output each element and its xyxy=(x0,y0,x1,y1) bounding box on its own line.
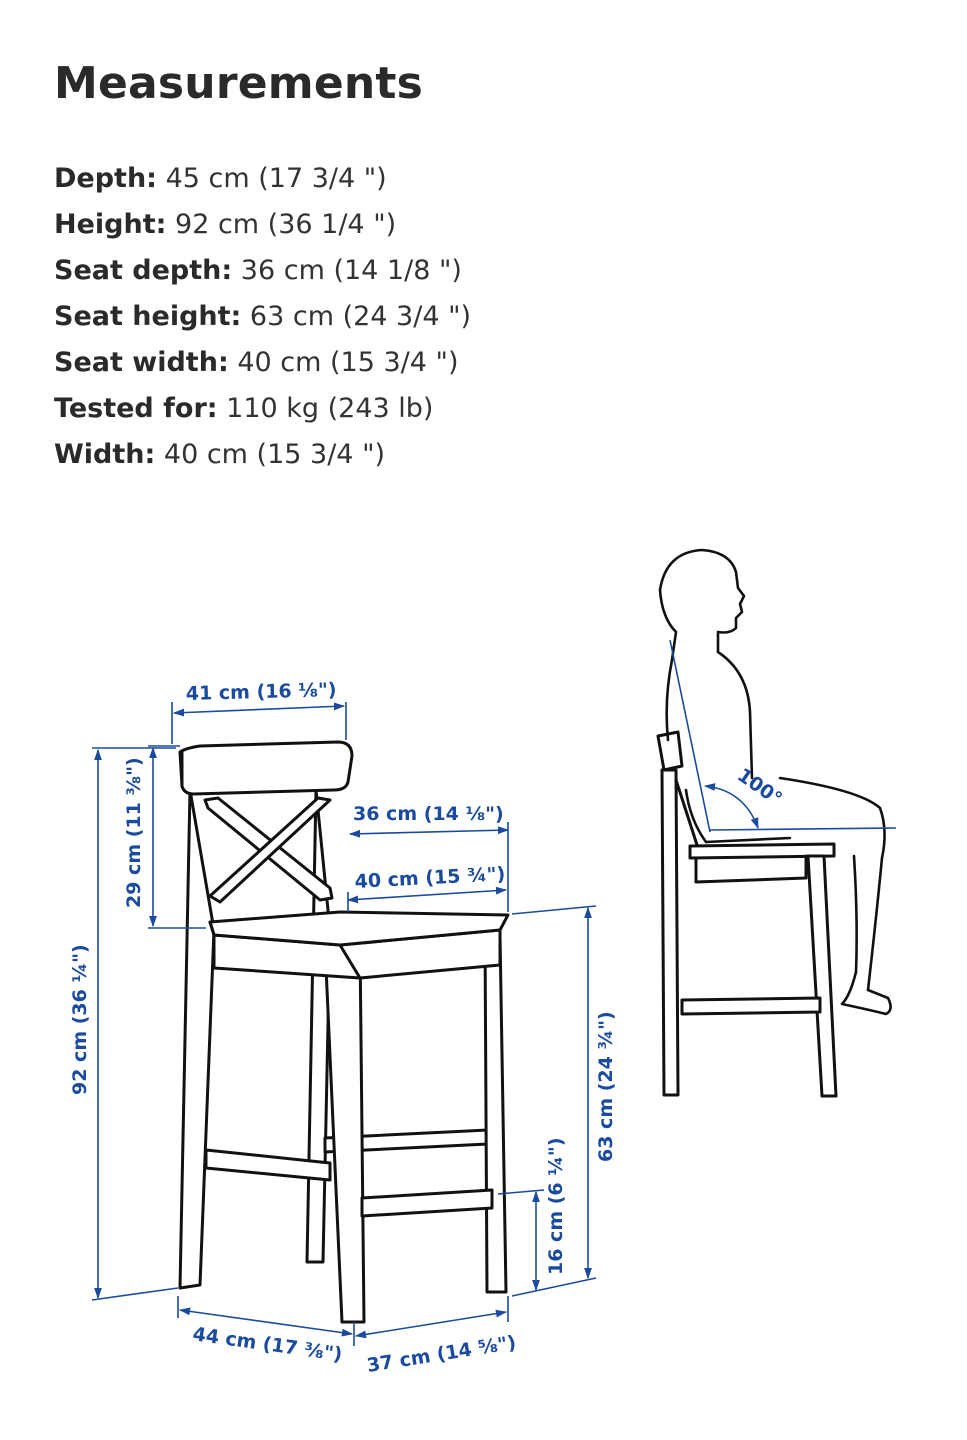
spec-label: Seat depth: xyxy=(54,255,233,286)
spec-row-tested-for xyxy=(54,386,471,432)
spec-value: 40 cm (15 3/4 ") xyxy=(237,347,459,378)
dim-label-seat-height: 63 cm (24 ¾") xyxy=(595,1011,617,1162)
dim-label-backrest-width: 41 cm (16 ⅛") xyxy=(185,679,337,705)
spec-value: 92 cm (36 1/4 ") xyxy=(175,209,397,240)
spec-label: Height: xyxy=(54,209,167,240)
dim-label-base-depth: 44 cm (17 ⅜") xyxy=(191,1323,344,1366)
spec-label: Tested for: xyxy=(54,393,218,424)
spec-label: Seat width: xyxy=(54,347,229,378)
spec-label: Depth: xyxy=(54,163,157,194)
spec-row-seat-height xyxy=(54,294,471,340)
stool-drawing xyxy=(180,742,508,1322)
dim-label-seat-depth: 36 cm (14 ⅛") xyxy=(353,803,504,825)
bar-stool-dimension-diagram xyxy=(0,540,967,1420)
dim-label-seat-width: 40 cm (15 ¾") xyxy=(354,863,506,893)
dim-label-total-height: 92 cm (36 ¼") xyxy=(69,944,91,1095)
back-angle-indicator xyxy=(670,640,896,832)
spec-value: 40 cm (15 3/4 ") xyxy=(163,439,386,470)
angle-label: 100° xyxy=(733,764,787,811)
spec-value: 36 cm (14 1/8 ") xyxy=(240,255,462,286)
spec-row-depth xyxy=(54,156,471,202)
spec-value: 45 cm (17 3/4 ") xyxy=(165,163,387,194)
dim-label-footrest-height: 16 cm (6 ¼") xyxy=(545,1137,567,1275)
spec-value: 63 cm (24 3/4 ") xyxy=(249,301,472,332)
spec-row-width xyxy=(54,432,471,478)
spec-row-seat-width xyxy=(54,340,471,386)
dim-label-backrest-height: 29 cm (11 ⅜") xyxy=(123,757,145,908)
spec-row-seat-depth xyxy=(54,248,471,294)
spec-label: Width: xyxy=(54,439,156,470)
dim-label-base-width: 37 cm (14 ⅝") xyxy=(365,1331,518,1377)
spec-row-height xyxy=(54,202,471,248)
spec-label: Seat height: xyxy=(54,301,242,332)
seated-person-outline xyxy=(660,550,891,1014)
spec-value: 110 kg (243 lb) xyxy=(226,393,434,424)
measurement-list xyxy=(54,156,471,478)
page-title: Measurements xyxy=(54,58,424,109)
